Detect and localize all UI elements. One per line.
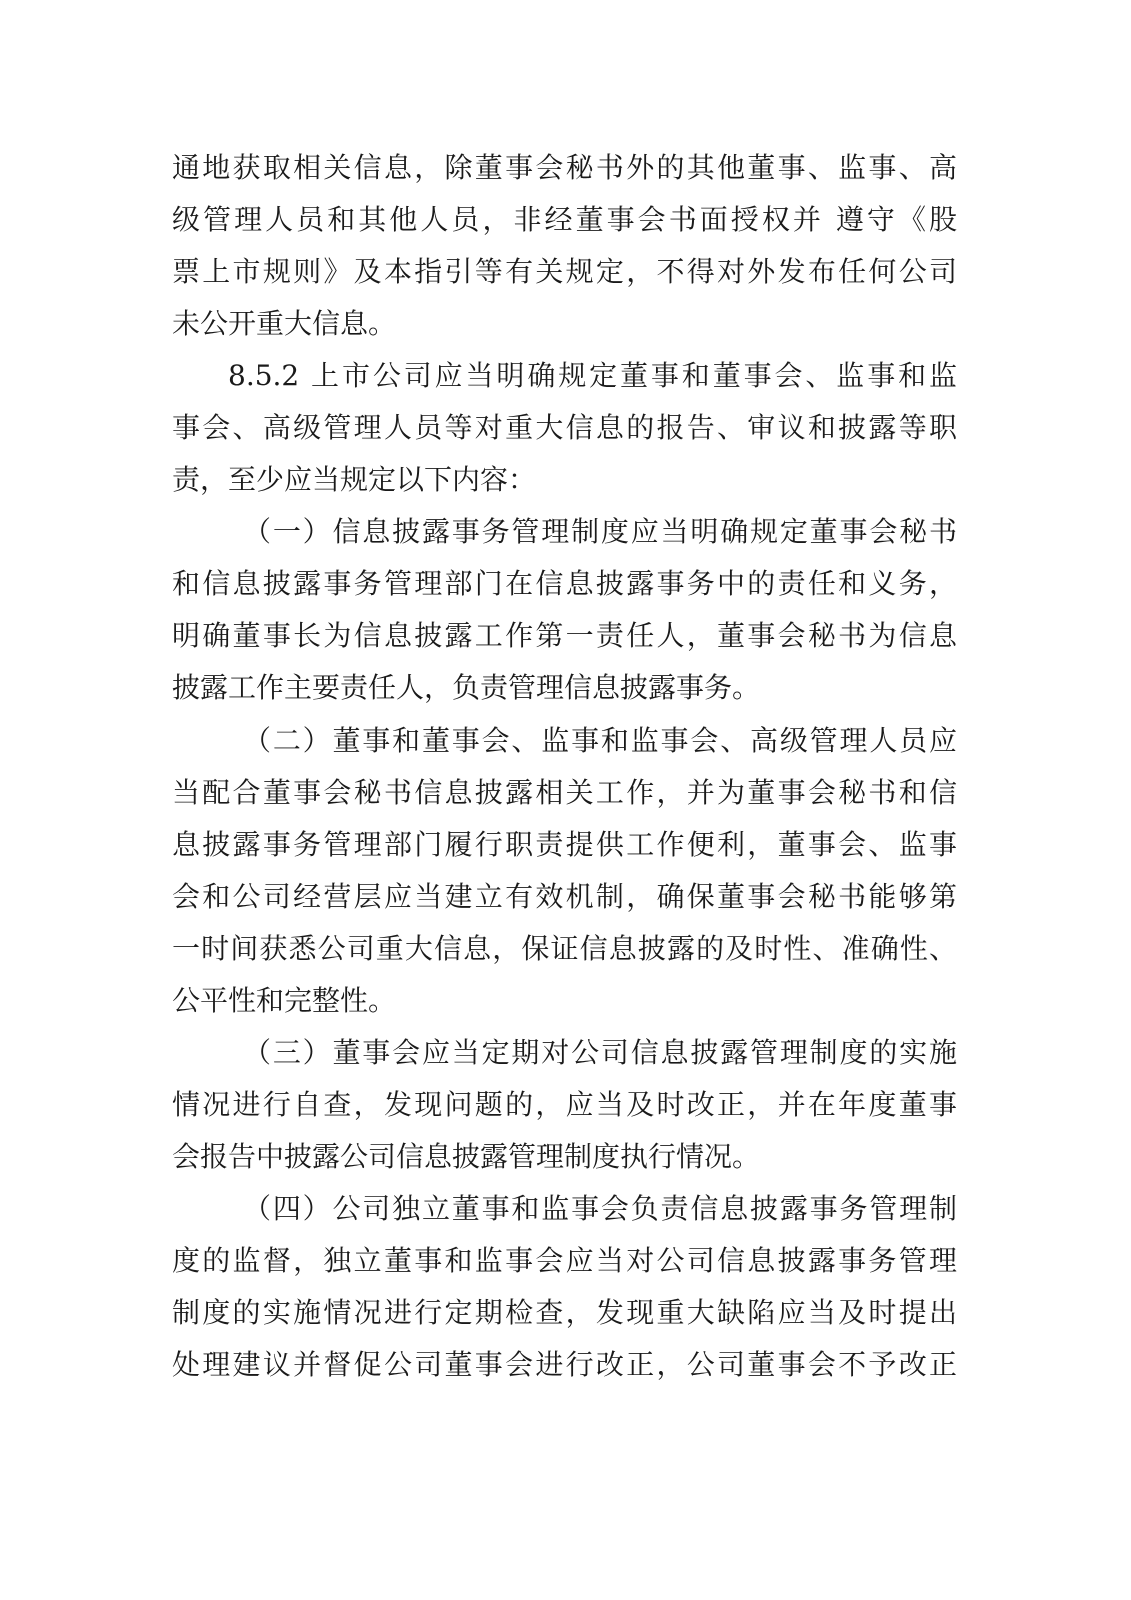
text-line: 处理建议并督促公司董事会进行改正，公司董事会不予改正 [172, 1348, 957, 1381]
text-line: 制度的实施情况进行定期检查，发现重大缺陷应当及时提出 [172, 1296, 957, 1329]
text-line: 度的监督，独立董事和监事会应当对公司信息披露事务管理 [172, 1244, 957, 1277]
text-line: 公平性和完整性。 [172, 984, 397, 1017]
text-line: 会和公司经营层应当建立有效机制，确保董事会秘书能够第 [172, 880, 957, 913]
text-line: （三）董事会应当定期对公司信息披露管理制度的实施 [243, 1036, 957, 1069]
text-line: 级管理人员和其他人员，非经董事会书面授权并 遵守《股 [172, 203, 957, 236]
text-line: （二）董事和董事会、监事和监事会、高级管理人员应 [243, 724, 957, 757]
text-line: 会报告中披露公司信息披露管理制度执行情况。 [172, 1140, 761, 1173]
text-line: 息披露事务管理部门履行职责提供工作便利，董事会、监事 [172, 828, 957, 861]
text-line: 通地获取相关信息，除董事会秘书外的其他董事、监事、高 [172, 151, 957, 184]
text-line: （一）信息披露事务管理制度应当明确规定董事会秘书 [243, 515, 957, 548]
text-line: 披露工作主要责任人，负责管理信息披露事务。 [172, 671, 761, 704]
text-line: 和信息披露事务管理部门在信息披露事务中的责任和义务， [172, 567, 957, 600]
text-line: 明确董事长为信息披露工作第一责任人，董事会秘书为信息 [172, 619, 957, 652]
text-line: 当配合董事会秘书信息披露相关工作，并为董事会秘书和信 [172, 776, 957, 809]
text-line: 票上市规则》及本指引等有关规定，不得对外发布任何公司 [172, 255, 957, 288]
text-line: 未公开重大信息。 [172, 307, 397, 340]
text-line: 事会、高级管理人员等对重大信息的报告、审议和披露等职 [172, 411, 957, 444]
text-line: 责，至少应当规定以下内容： [172, 463, 537, 496]
text-line: 8.5.2 上市公司应当明确规定董事和董事会、监事和监 [228, 359, 957, 392]
text-line: （四）公司独立董事和监事会负责信息披露事务管理制 [243, 1192, 957, 1225]
text-line: 一时间获悉公司重大信息，保证信息披露的及时性、准确性、 [172, 932, 957, 965]
text-line: 情况进行自查，发现问题的，应当及时改正，并在年度董事 [172, 1088, 957, 1121]
